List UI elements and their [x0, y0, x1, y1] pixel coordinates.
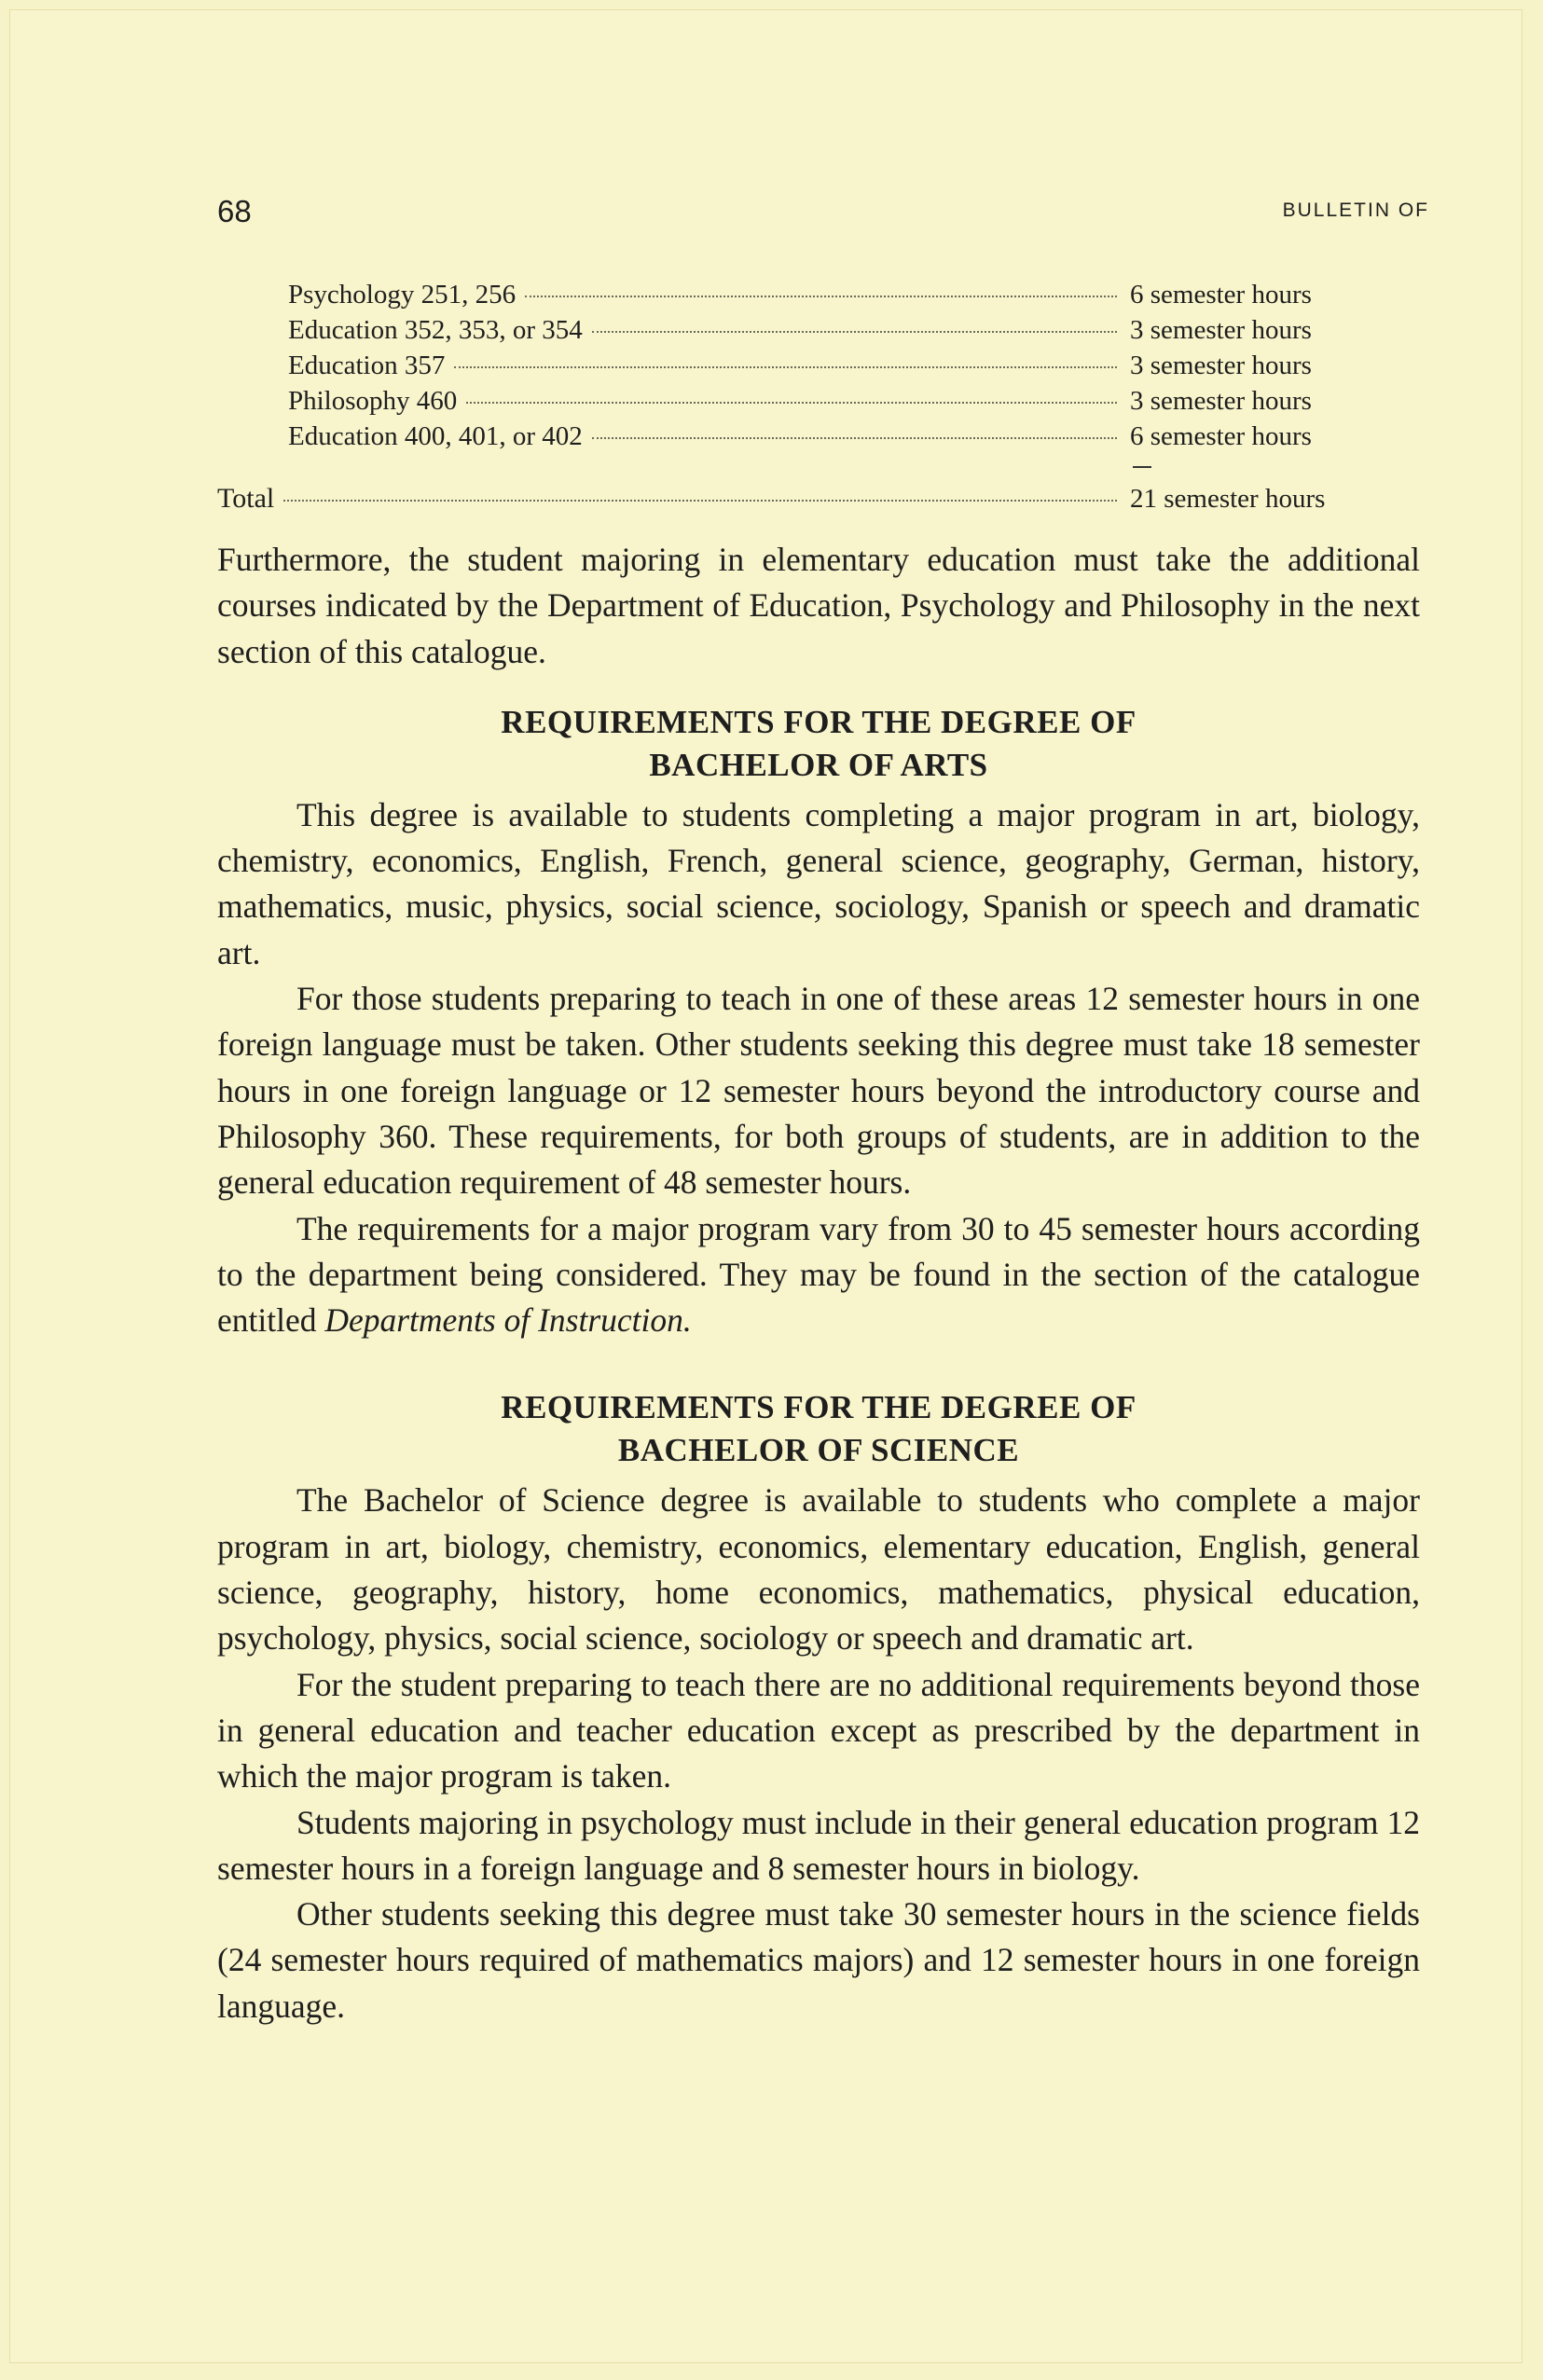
dot-leader: [592, 437, 1117, 439]
page-content: [217, 280, 1420, 2029]
requirements-table: [288, 280, 1363, 457]
departments-reference: Departments of Instruction.: [324, 1301, 692, 1340]
requirement-hours: 3 semester hours: [1130, 315, 1312, 345]
total-rule: [1133, 466, 1151, 468]
requirement-course: Education 357: [288, 351, 446, 380]
total-hours: 21 semester hours: [1130, 484, 1326, 514]
requirement-row: [288, 421, 1363, 457]
dot-leader: [592, 331, 1117, 333]
section-heading: [217, 1386, 1420, 1472]
paragraph: Other students seeking this degree must take 30 semester hours in the science fields (24 semester hours required of mathematics majors) and 12 semester hours in one foreign language.: [217, 1895, 1420, 2025]
running-head: BULLETIN OF: [1282, 199, 1429, 221]
total-rule-area: [288, 457, 1363, 477]
requirement-hours: 3 semester hours: [1130, 351, 1312, 380]
requirement-course: Education 352, 353, or 354: [288, 315, 583, 345]
page-header: [217, 194, 1429, 231]
requirement-course: Philosophy 460: [288, 386, 458, 416]
intro-paragraph: Furthermore, the student majoring in elementary education must take the additional courses indicated by the Department of Education, Psychology and Philosophy in the next section of this catalogue.: [217, 541, 1420, 670]
requirement-hours: 6 semester hours: [1130, 421, 1312, 451]
paragraph: The Bachelor of Science degree is available to students who complete a major program in art, biology, chemistry, economics, elementary education, English, general science, geography, history, home economics, mathematics, physical education, psychology, physics, social science, sociology or speech and dramatic art.: [217, 1481, 1420, 1658]
bachelor-of-arts-section: [217, 701, 1420, 1344]
requirement-course: Psychology 251, 256: [288, 280, 517, 310]
bachelor-of-science-section: [217, 1386, 1420, 2029]
paragraph: [217, 1206, 1420, 1344]
paragraph: Students majoring in psychology must include in their general education program 12 semester hours in a foreign language and 8 semester hours in biology.: [217, 1803, 1420, 1887]
section-heading: [217, 701, 1420, 787]
requirement-row: [288, 315, 1363, 351]
heading-line: REQUIREMENTS FOR THE DEGREE OF: [501, 1389, 1137, 1426]
dot-leader: [283, 500, 1117, 502]
dot-leader: [454, 366, 1117, 368]
paragraph: This degree is available to students completing a major program in art, biology, chemistry, economics, English, French, general science, geography, German, history, mathematics, music, physics, social science, sociology, Spanish or speech and dramatic art.: [217, 795, 1420, 971]
page-number: 68: [217, 194, 252, 228]
total-row: [217, 483, 1363, 518]
dot-leader: [525, 296, 1117, 297]
paragraph: For those students preparing to teach in one of these areas 12 semester hours in one foreign language must be taken. Other students seeking this degree must take 18 semester hours in one foreign language or 12 semester hours beyond the introductory course and Philosophy 360. These requirements, for both groups of students, are in addition to the general education requirement of 48 semester hours.: [217, 980, 1420, 1202]
requirement-row: [288, 386, 1363, 421]
total-label: Total: [217, 483, 275, 514]
dot-leader: [466, 402, 1117, 404]
heading-line: BACHELOR OF ARTS: [649, 746, 988, 783]
requirement-hours: 3 semester hours: [1130, 386, 1312, 416]
heading-line: REQUIREMENTS FOR THE DEGREE OF: [501, 703, 1137, 740]
requirement-course: Education 400, 401, or 402: [288, 421, 583, 451]
requirement-hours: 6 semester hours: [1130, 280, 1312, 310]
requirements-total: [217, 483, 1363, 518]
requirement-row: [288, 280, 1363, 315]
paragraph-text: The requirements for a major program vary from 30 to 45 semester hours according to the department being considered. They may be found in the section of the catalogue entitled: [217, 1209, 1420, 1340]
requirement-row: [288, 351, 1363, 386]
paragraph: For the student preparing to teach there are no additional requirements beyond those in general education and teacher education except as prescribed by the department in which the major program is taken.: [217, 1665, 1420, 1795]
heading-line: BACHELOR OF SCIENCE: [617, 1432, 1020, 1469]
